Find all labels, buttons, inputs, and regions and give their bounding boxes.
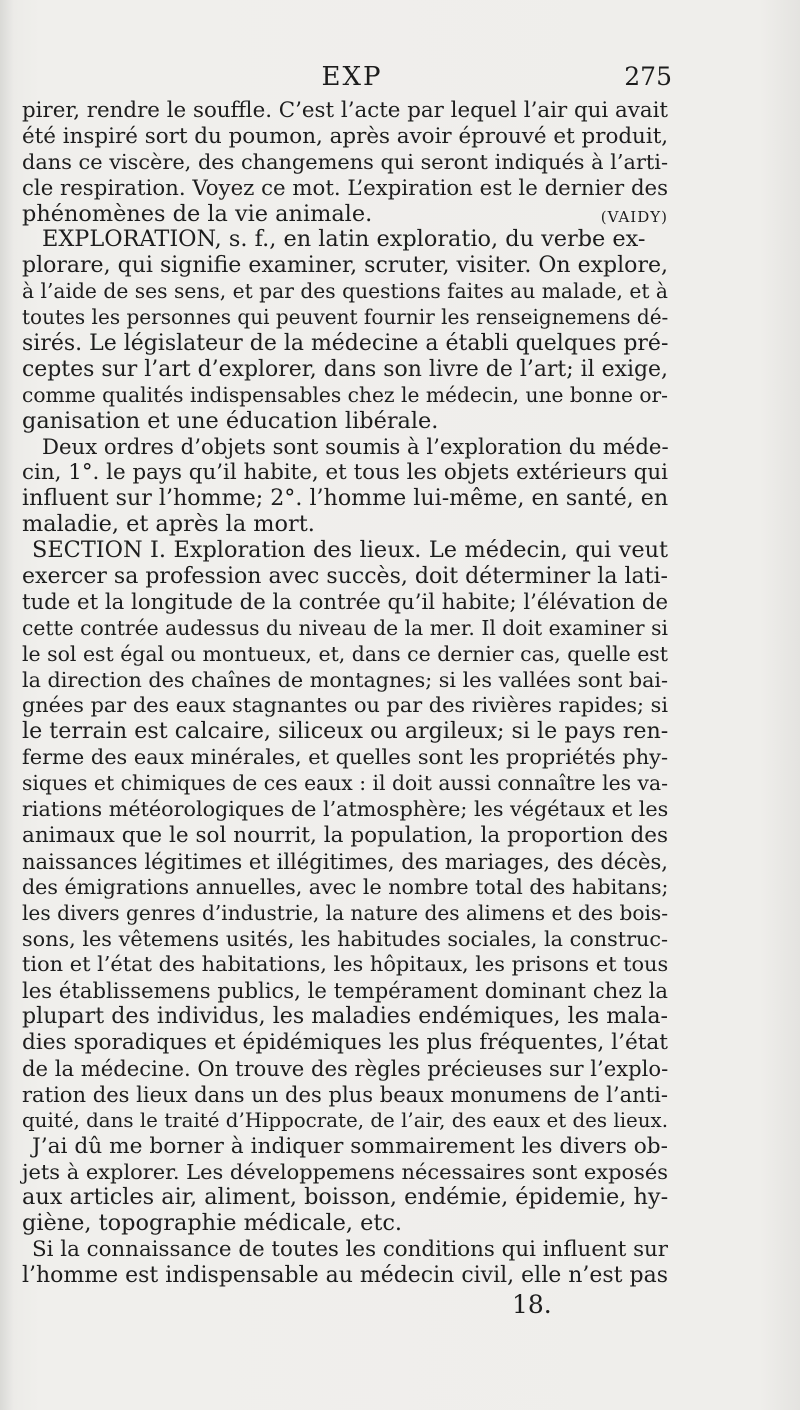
text-line: la direction des chaînes de montagnes; si les vallées sont bai- xyxy=(22,667,669,692)
text-line xyxy=(22,202,668,228)
page-number: 275 xyxy=(624,62,672,91)
text-line: ceptes sur l’art d’explorer, dans son livre de l’art; il exige, xyxy=(22,356,668,382)
text-line-content: phénomènes de la vie animale. xyxy=(22,200,373,227)
text-line: jets à explorer. Les développemens nécessaires sont exposés xyxy=(22,1159,668,1184)
body-text xyxy=(22,98,668,1289)
text-line: le sol est égal ou montueux, et, dans ce dernier cas, quelle est xyxy=(22,641,668,666)
entry-heading-line: EXPLORATION, s. f., en latin exploratio, du verbe ex- xyxy=(42,226,646,253)
text-line: aux articles air, aliment, boisson, endémie, épidemie, hy- xyxy=(22,1184,669,1211)
text-line: le terrain est calcaire, siliceux ou argileux; si le pays ren- xyxy=(22,718,669,745)
text-line: dans ce viscère, des changemens qui seront indiqués à l’arti- xyxy=(22,149,668,174)
text-line: les divers genres d’industrie, la nature des alimens et des bois- xyxy=(22,900,668,925)
text-line: exercer sa profession avec succès, doit déterminer la lati- xyxy=(22,564,668,590)
text-line: naissances légitimes et illégitimes, des mariages, des décès, xyxy=(22,848,668,874)
text-line: l’homme est indispensable au médecin civil, elle n’est pas xyxy=(22,1263,668,1289)
text-line: sons, les vêtemens usités, les habitudes sociales, la construc- xyxy=(22,926,668,951)
text-line: pirer, rendre le souffle. C’est l’acte par lequel l’air qui avait xyxy=(22,98,668,123)
text-line: des émigrations annuelles, avec le nombre total des habitans; xyxy=(22,874,669,899)
text-line: plorare, qui signifie examiner, scruter, visiter. On explore, xyxy=(22,253,668,279)
text-line: influent sur l’homme; 2°. l’homme lui-même, en santé, en xyxy=(22,485,669,512)
text-line: les établissemens publics, le tempérament dominant chez la xyxy=(22,978,668,1004)
author-signature: (VAIDY) xyxy=(600,207,668,226)
text-line: à l’aide de ses sens, et par des questions faites au malade, et à xyxy=(22,279,668,304)
text-line: riations météorologiques de l’atmosphère; les végétaux et les xyxy=(22,797,669,822)
text-line: animaux que le sol nourrit, la population, la proportion des xyxy=(22,822,668,848)
running-head: EXP xyxy=(321,62,383,92)
text-line: ferme des eaux minérales, et quelles sont les propriétés phy- xyxy=(22,745,669,770)
text-line: comme qualités indispensables chez le médecin, une bonne or- xyxy=(22,382,669,407)
text-line: J’ai dû me borner à indiquer sommairement les divers ob- xyxy=(32,1133,668,1159)
text-line: cle respiration. Voyez ce mot. L’expiration est le dernier des xyxy=(22,175,669,201)
text-line: tion et l’état des habitations, les hôpitaux, les prisons et tous xyxy=(22,952,669,977)
text-line: siques et chimiques de ces eaux : il doit aussi connaître les va- xyxy=(22,771,668,796)
text-line: quité, dans le traité d’Hippocrate, de l’air, des eaux et des lieux. xyxy=(22,1108,668,1132)
text-line: sirés. Le législateur de la médecine a établi quelques pré- xyxy=(22,331,669,357)
text-line: cin, 1°. le pays qu’il habite, et tous les objets extérieurs qui xyxy=(22,460,668,486)
text-line: été inspiré sort du poumon, après avoir éprouvé et produit, xyxy=(22,123,669,149)
text-line: plupart des individus, les maladies endémiques, les mala- xyxy=(22,1003,668,1030)
text-line: ganisation et une éducation libérale. xyxy=(22,407,439,434)
text-line: cette contrée audessus du niveau de la mer. Il doit examiner si xyxy=(22,615,668,640)
text-line: giène, topographie médicale, etc. xyxy=(22,1210,403,1237)
text-line: dies sporadiques et épidémiques les plus fréquentes, l’état xyxy=(22,1030,668,1056)
text-line: tude et la longitude de la contrée qu’il habite; l’élévation de xyxy=(22,589,668,615)
signature-mark: 18. xyxy=(512,1290,552,1319)
section-heading-line: SECTION I. Exploration des lieux. Le médecin, qui veut xyxy=(32,537,668,564)
text-line: de la médecine. On trouve des règles précieuses sur l’explo- xyxy=(22,1055,669,1081)
text-line: toutes les personnes qui peuvent fournir les renseignemens dé- xyxy=(22,305,669,330)
text-line: ration des lieux dans un des plus beaux monumens de l’anti- xyxy=(22,1081,668,1107)
text-line: maladie, et après la mort. xyxy=(22,511,315,538)
text-line: Deux ordres d’objets sont soumis à l’exploration du méde- xyxy=(42,434,669,460)
text-line: gnées par des eaux stagnantes ou par des rivières rapides; si xyxy=(22,693,668,718)
text-line: Si la connaissance de toutes les conditions qui influent sur xyxy=(32,1237,669,1263)
page-header xyxy=(22,62,672,102)
